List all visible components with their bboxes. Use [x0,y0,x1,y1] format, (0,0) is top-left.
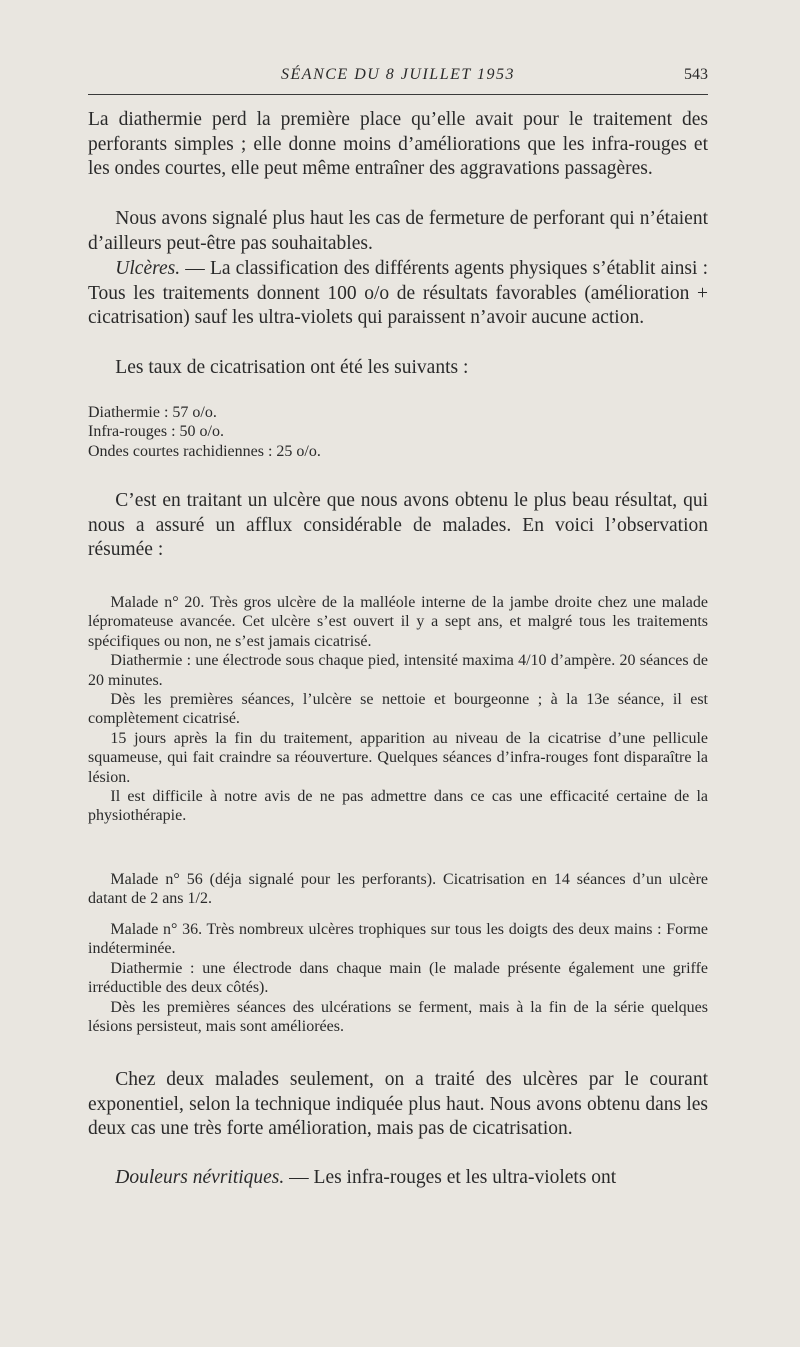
case-36-line: Diathermie : une électrode dans chaque main (le malade présente également une griffe irréductible des deux côtés). [88,959,708,997]
case-20-line: Il est difficile à notre avis de ne pas admettre dans ce cas une efficacité certaine de la physiothérapie. [88,788,708,825]
page-number: 543 [684,66,708,83]
running-title: SÉANCE DU 8 JUILLET 1953 [281,66,515,83]
paragraph-text: La diathermie perd la première place qu’elle avait pour le traitement des perforants simples ; elle donne moins d’améliorations que les infra-rouges et les ondes courtes, elle peut même entraîner des aggravations passagères. [88,109,708,179]
paragraph-text: — Les infra-rouges et les ultra-violets ont [284,1167,617,1188]
rate-infra-rouges: Infra-rouges : 50 o/o. [88,423,224,441]
rate-diathermie: Diathermie : 57 o/o. [88,404,217,421]
case-36 [88,920,708,1036]
section-heading-douleurs: Douleurs névritiques. [115,1167,285,1188]
case-20-line: 15 jours après la fin du traitement, apparition au niveau de la cicatrise d’une pellicule squameuse, qui fait craindre sa réouverture. Quelques séances d’infra-rouges font disparaître la lésion. [88,729,708,786]
page-header [88,66,708,95]
case-20 [88,593,708,826]
paragraph-observation: C’est en traitant un ulcère que nous avons obtenu le plus beau résultat, qui nous a assuré un afflux considérable de malades. En voici l’observation résumée : [88,490,708,560]
paragraph-fermeture: Nous avons signalé plus haut les cas de fermeture de perforant qui n’étaient d’ailleurs peut-être pas souhaitables. [88,208,708,254]
paragraph-courant-exponentiel: Chez deux malades seulement, on a traité des ulcères par le courant exponentiel, selon la technique indiquée plus haut. Nous avons obtenu dans les deux cas une très forte amélioration, mais pas de cicatrisation. [88,1069,708,1139]
case-36-line: Dès les premières séances des ulcérations se ferment, mais à la fin de la série quelques lésions persisteut, mais sont améliorées. [88,998,708,1036]
case-20-line: Diathermie : une électrode sous chaque pied, intensité maxima 4/10 d’ampère. 20 séances de 20 minutes. [88,652,708,689]
section-heading-ulceres: Ulcères. [115,258,181,279]
case-20-line: Dès les premières séances, l’ulcère se nettoie et bourgeonne ; à la 13e séance, il est complètement cicatrisé. [88,691,708,728]
case-56: Malade n° 56 (déja signalé pour les perforants). Cicatrisation en 14 séances d’un ulcère datant de 2 ans 1/2. [88,871,708,908]
rates-list [88,403,708,461]
paragraph-douleurs [88,1166,708,1191]
paragraph-taux: Les taux de cicatrisation ont été les suivants : [115,357,469,378]
paragraph-ulceres [88,257,708,331]
paragraph-diathermie [88,108,708,182]
rate-ondes-courtes: Ondes courtes rachidiennes : 25 o/o. [88,442,321,460]
paragraph-text: — La classification des différents agents physiques s’établit ainsi : Tous les traitements donnent 100 o/o de résultats favorables (amélioration + cicatrisation) sauf les ultra-violets qui paraissent n’avoir aucune action. [88,258,708,328]
case-20-line: Malade n° 20. Très gros ulcère de la malléole interne de la jambe droite chez une malade lépromateuse avancée. Cet ulcère s’est ouvert il y a sept ans, et malgré tous les traitements spécifiques ou non, ne s’est jamais cicatrisé. [88,594,708,650]
case-36-line: Malade n° 36. Très nombreux ulcères trophiques sur tous les doigts des deux mains : Forme indéterminée. [88,921,708,958]
